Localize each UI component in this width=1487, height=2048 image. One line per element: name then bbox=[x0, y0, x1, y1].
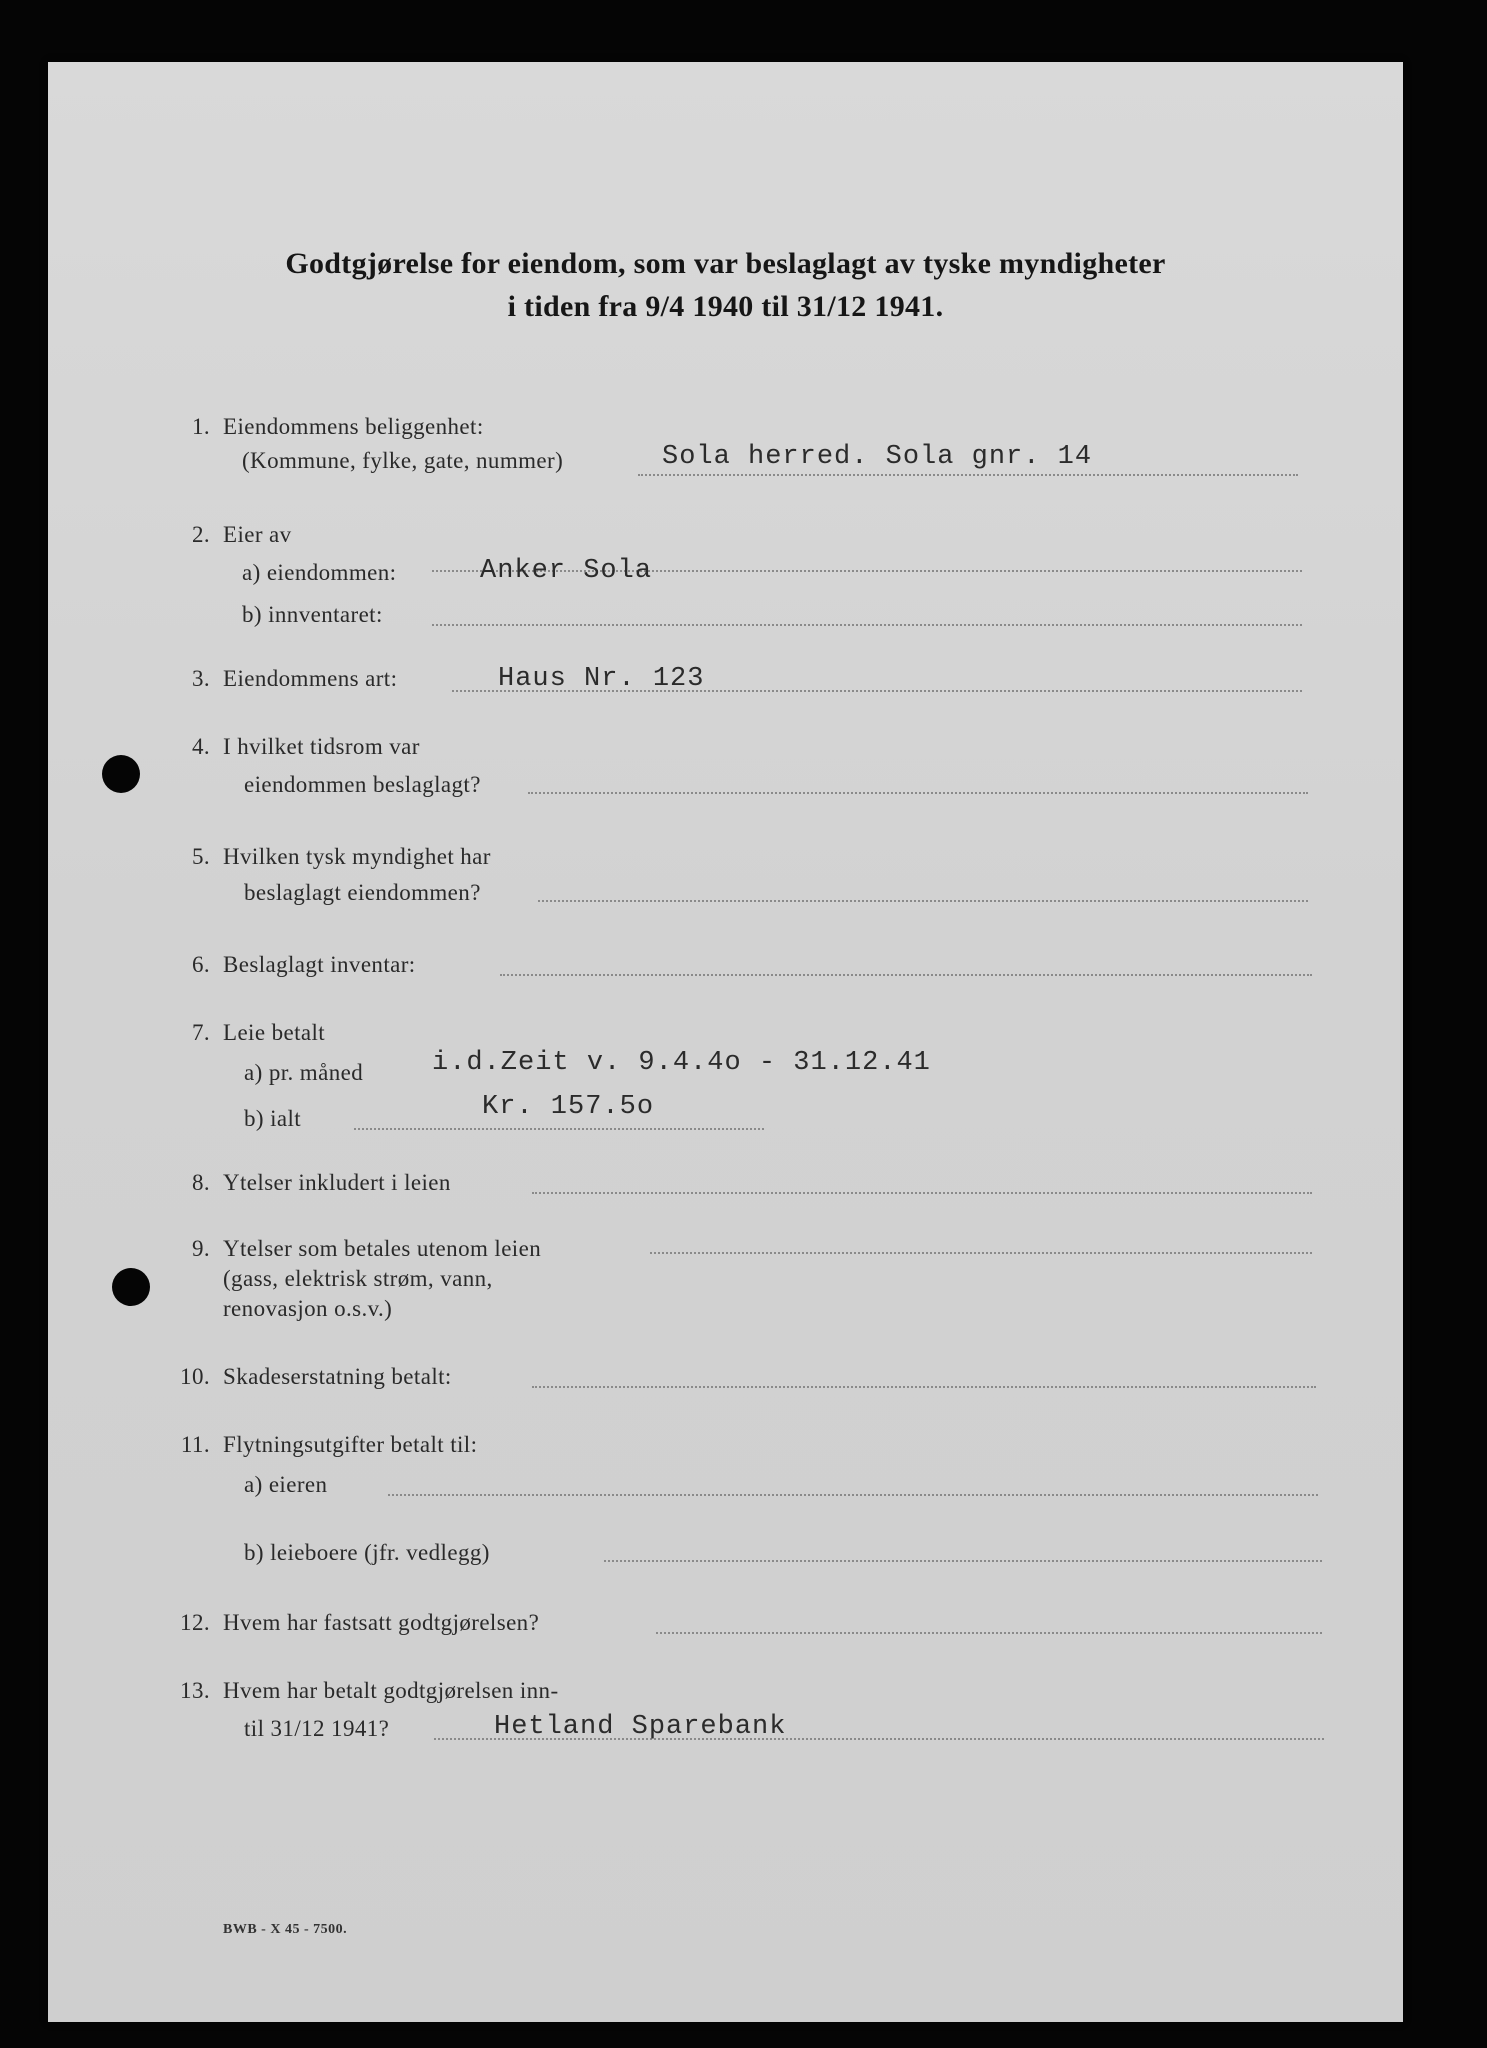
question-number: 3. bbox=[191, 666, 210, 691]
question-number: 11. bbox=[180, 1432, 210, 1457]
fill-line bbox=[638, 474, 1298, 476]
question-label: eiendommen beslaglagt? bbox=[244, 772, 481, 797]
question-label: Beslaglagt inventar: bbox=[223, 952, 416, 977]
answer-property-type: Haus Nr. 123 bbox=[498, 664, 705, 694]
answer-rent-total: Kr. 157.5o bbox=[482, 1092, 655, 1122]
question-label: Skadeserstatning betalt: bbox=[223, 1364, 452, 1389]
question-label: Flytningsutgifter betalt til: bbox=[223, 1432, 478, 1457]
form-page bbox=[48, 62, 1403, 2022]
fill-line bbox=[532, 1192, 1312, 1194]
fill-line bbox=[650, 1252, 1312, 1254]
answer-location: Sola herred. Sola gnr. 14 bbox=[662, 442, 1093, 472]
fill-line bbox=[388, 1494, 1318, 1496]
question-label: Eier av bbox=[223, 522, 292, 547]
fill-line bbox=[604, 1560, 1322, 1562]
question-number: 7. bbox=[191, 1020, 210, 1045]
form-subtitle: i tiden fra 9/4 1940 til 31/12 1941. bbox=[507, 290, 944, 323]
fill-line bbox=[532, 1386, 1316, 1388]
question-label: til 31/12 1941? bbox=[244, 1716, 390, 1741]
question-label: Eiendommens art: bbox=[223, 666, 398, 691]
question-label: Ytelser inkludert i leien bbox=[223, 1170, 451, 1195]
question-number: 8. bbox=[191, 1170, 210, 1195]
question-number: 6. bbox=[191, 952, 210, 977]
question-label: Leie betalt bbox=[223, 1020, 326, 1045]
fill-line bbox=[432, 624, 1302, 626]
question-number: 2. bbox=[191, 522, 210, 547]
question-number: 5. bbox=[191, 844, 210, 869]
answer-paid-by: Hetland Sparebank bbox=[494, 1712, 787, 1742]
question-label: Hvem har fastsatt godtgjørelsen? bbox=[223, 1610, 540, 1635]
question-label: (gass, elektrisk strøm, vann, bbox=[223, 1266, 493, 1291]
question-label: a) eieren bbox=[244, 1472, 328, 1497]
question-label: Hvem har betalt godtgjørelsen inn- bbox=[223, 1678, 559, 1703]
question-label: b) ialt bbox=[244, 1106, 302, 1131]
form-title: Godtgjørelse for eiendom, som var beslaglagt av tyske myndigheter bbox=[285, 247, 1166, 280]
question-label: b) leieboere (jfr. vedlegg) bbox=[244, 1540, 490, 1565]
question-label: a) pr. måned bbox=[244, 1060, 364, 1085]
question-number: 4. bbox=[191, 734, 210, 759]
answer-owner: Anker Sola bbox=[480, 556, 653, 586]
question-number: 9. bbox=[191, 1236, 210, 1261]
question-label: renovasjon o.s.v.) bbox=[223, 1296, 393, 1321]
question-number: 1. bbox=[191, 414, 210, 439]
punch-hole bbox=[112, 1268, 150, 1306]
answer-rent-period: i.d.Zeit v. 9.4.4o - 31.12.41 bbox=[432, 1048, 931, 1078]
question-label: Eiendommens beliggenhet: bbox=[223, 414, 484, 439]
form-code: BWB - X 45 - 7500. bbox=[223, 1922, 348, 1937]
fill-line bbox=[354, 1128, 764, 1130]
question-label: beslaglagt eiendommen? bbox=[244, 880, 481, 905]
question-label: (Kommune, fylke, gate, nummer) bbox=[242, 448, 564, 473]
punch-hole bbox=[102, 755, 140, 793]
fill-line bbox=[500, 974, 1312, 976]
question-number: 12. bbox=[180, 1610, 210, 1635]
fill-line bbox=[656, 1632, 1322, 1634]
fill-line bbox=[528, 792, 1308, 794]
question-label: b) innventaret: bbox=[242, 602, 383, 627]
question-number: 13. bbox=[180, 1678, 210, 1703]
question-label: I hvilket tidsrom var bbox=[223, 734, 420, 759]
question-label: a) eiendommen: bbox=[242, 560, 397, 585]
question-label: Hvilken tysk myndighet har bbox=[223, 844, 491, 869]
fill-line bbox=[538, 900, 1308, 902]
question-number: 10. bbox=[180, 1364, 210, 1389]
question-label: Ytelser som betales utenom leien bbox=[223, 1236, 542, 1261]
